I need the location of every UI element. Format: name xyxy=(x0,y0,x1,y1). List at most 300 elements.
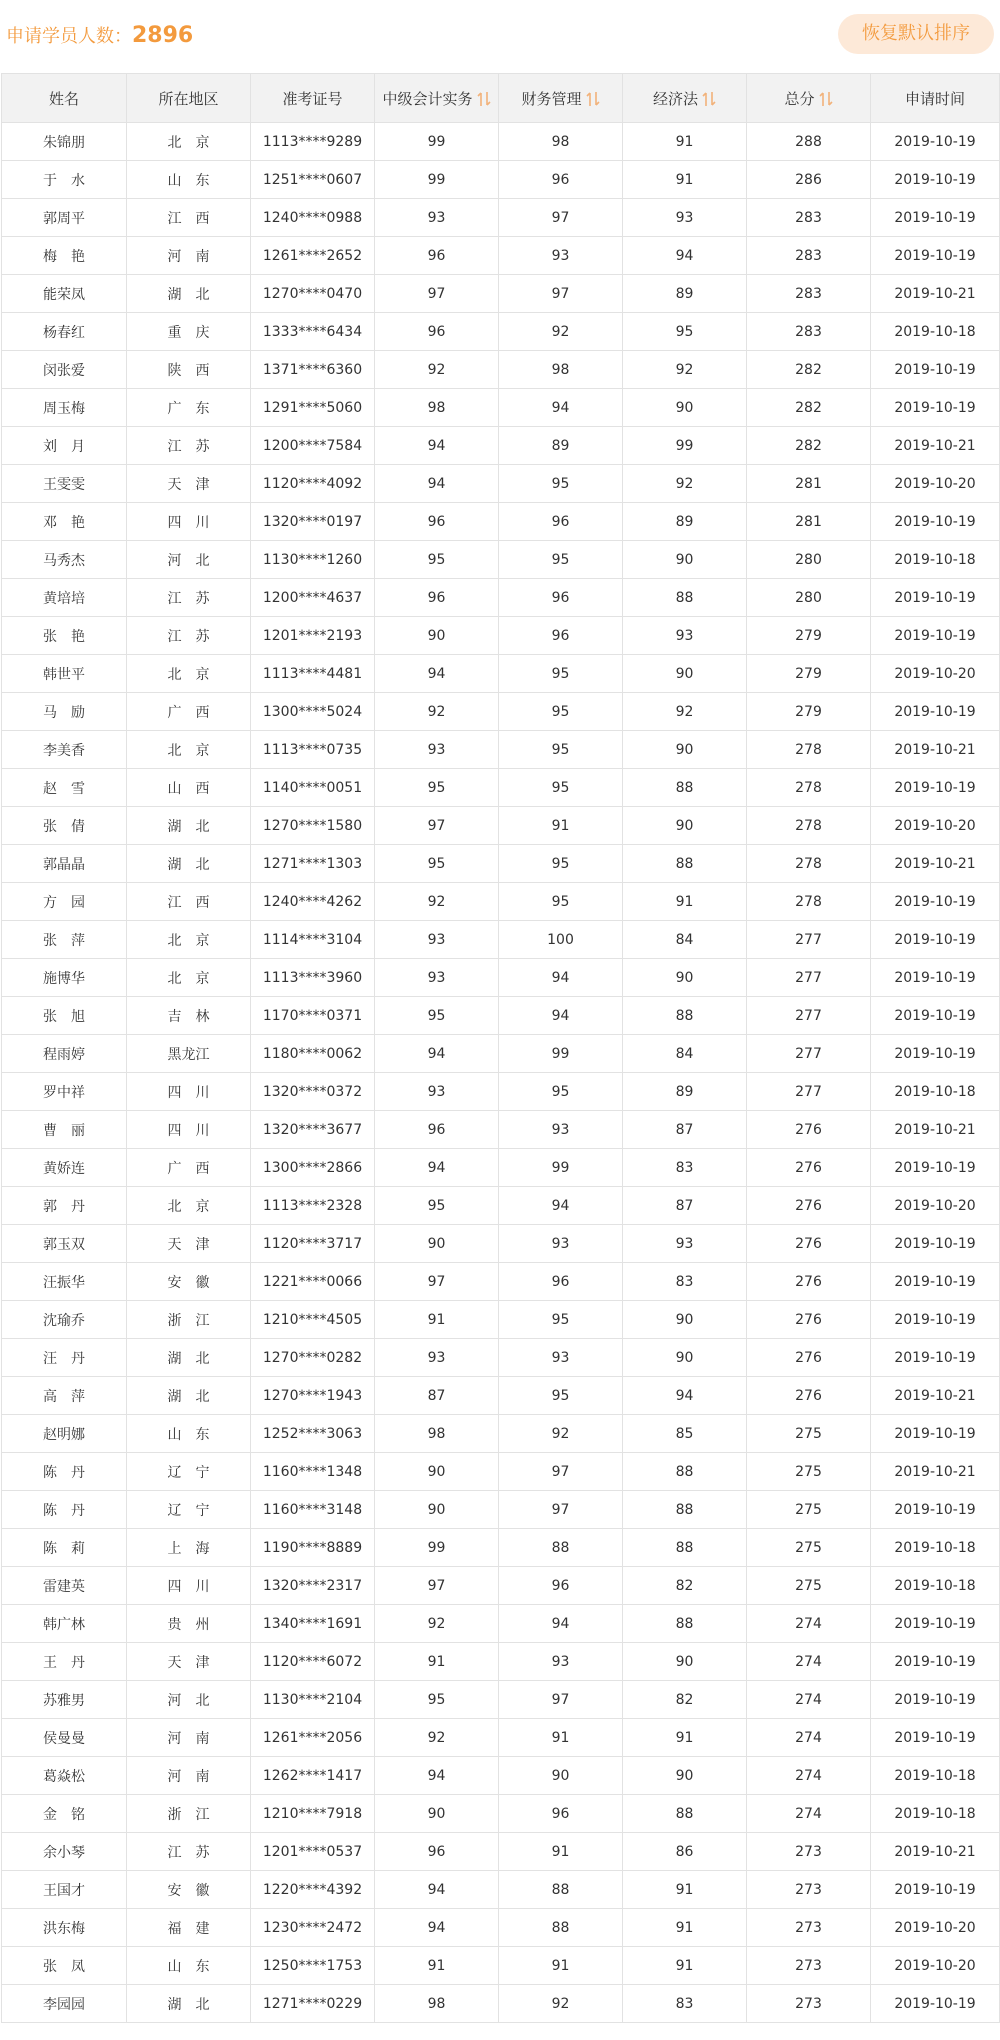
table-row xyxy=(2,1225,1000,1263)
cell-name: 韩世平 xyxy=(2,655,127,693)
cell-accounting: 94 xyxy=(375,655,499,693)
cell-name: 黄娇连 xyxy=(2,1149,127,1187)
cell-accounting: 99 xyxy=(375,123,499,161)
cell-accounting: 97 xyxy=(375,1263,499,1301)
cell-name: 朱锦朋 xyxy=(2,123,127,161)
top-bar xyxy=(0,0,1000,72)
cell-ticket: 1320****2317 xyxy=(251,1567,375,1605)
cell-finance: 94 xyxy=(499,1187,623,1225)
cell-law: 92 xyxy=(623,465,747,503)
cell-finance: 94 xyxy=(499,959,623,997)
cell-law: 87 xyxy=(623,1187,747,1225)
column-header-name xyxy=(2,74,127,123)
table-row xyxy=(2,769,1000,807)
cell-name: 李园园 xyxy=(2,1985,127,2023)
cell-date: 2019-10-19 xyxy=(871,1149,1000,1187)
cell-name: 汪振华 xyxy=(2,1263,127,1301)
cell-finance: 93 xyxy=(499,1111,623,1149)
cell-region: 天 津 xyxy=(127,465,251,503)
cell-finance: 100 xyxy=(499,921,623,959)
column-header-label: 总分 xyxy=(784,89,815,108)
column-header-law[interactable] xyxy=(623,74,747,123)
cell-region: 天 津 xyxy=(127,1643,251,1681)
cell-region: 广 东 xyxy=(127,389,251,427)
cell-name: 张 萍 xyxy=(2,921,127,959)
cell-date: 2019-10-18 xyxy=(871,541,1000,579)
cell-total: 286 xyxy=(747,161,871,199)
cell-date: 2019-10-19 xyxy=(871,617,1000,655)
cell-finance: 98 xyxy=(499,123,623,161)
cell-total: 283 xyxy=(747,237,871,275)
cell-total: 273 xyxy=(747,1871,871,1909)
cell-total: 288 xyxy=(747,123,871,161)
table-row xyxy=(2,1035,1000,1073)
cell-law: 90 xyxy=(623,655,747,693)
cell-date: 2019-10-19 xyxy=(871,579,1000,617)
cell-law: 93 xyxy=(623,617,747,655)
cell-law: 91 xyxy=(623,1909,747,1947)
cell-law: 87 xyxy=(623,1111,747,1149)
cell-finance: 97 xyxy=(499,1453,623,1491)
cell-region: 重 庆 xyxy=(127,313,251,351)
cell-date: 2019-10-19 xyxy=(871,1681,1000,1719)
cell-region: 北 京 xyxy=(127,123,251,161)
cell-law: 88 xyxy=(623,845,747,883)
cell-accounting: 90 xyxy=(375,1795,499,1833)
sort-up-down-icon[interactable] xyxy=(586,91,600,107)
cell-law: 95 xyxy=(623,313,747,351)
cell-name: 侯曼曼 xyxy=(2,1719,127,1757)
cell-name: 王 丹 xyxy=(2,1643,127,1681)
cell-accounting: 93 xyxy=(375,1073,499,1111)
cell-region: 四 川 xyxy=(127,1073,251,1111)
cell-ticket: 1270****0470 xyxy=(251,275,375,313)
cell-accounting: 91 xyxy=(375,1947,499,1985)
cell-ticket: 1271****1303 xyxy=(251,845,375,883)
cell-ticket: 1113****9289 xyxy=(251,123,375,161)
sort-up-down-icon[interactable] xyxy=(819,91,833,107)
cell-law: 90 xyxy=(623,389,747,427)
cell-date: 2019-10-19 xyxy=(871,1643,1000,1681)
table-row xyxy=(2,1643,1000,1681)
table-row xyxy=(2,199,1000,237)
cell-region: 山 东 xyxy=(127,1415,251,1453)
column-header-total[interactable] xyxy=(747,74,871,123)
cell-region: 湖 北 xyxy=(127,1377,251,1415)
cell-name: 陈 丹 xyxy=(2,1491,127,1529)
cell-ticket: 1190****8889 xyxy=(251,1529,375,1567)
cell-name: 王雯雯 xyxy=(2,465,127,503)
cell-ticket: 1160****1348 xyxy=(251,1453,375,1491)
table-row xyxy=(2,541,1000,579)
reset-default-sort-button[interactable]: 恢复默认排序 xyxy=(838,14,994,54)
cell-date: 2019-10-21 xyxy=(871,731,1000,769)
cell-finance: 95 xyxy=(499,769,623,807)
cell-ticket: 1250****1753 xyxy=(251,1947,375,1985)
cell-total: 275 xyxy=(747,1453,871,1491)
cell-accounting: 94 xyxy=(375,1035,499,1073)
cell-finance: 94 xyxy=(499,389,623,427)
cell-finance: 92 xyxy=(499,1985,623,2023)
cell-region: 江 苏 xyxy=(127,427,251,465)
cell-date: 2019-10-19 xyxy=(871,123,1000,161)
table-row xyxy=(2,1377,1000,1415)
cell-accounting: 92 xyxy=(375,693,499,731)
cell-accounting: 95 xyxy=(375,541,499,579)
cell-finance: 99 xyxy=(499,1035,623,1073)
cell-region: 湖 北 xyxy=(127,275,251,313)
cell-total: 278 xyxy=(747,731,871,769)
cell-ticket: 1261****2652 xyxy=(251,237,375,275)
cell-finance: 94 xyxy=(499,997,623,1035)
cell-total: 276 xyxy=(747,1111,871,1149)
cell-date: 2019-10-19 xyxy=(871,1605,1000,1643)
cell-region: 河 南 xyxy=(127,237,251,275)
sort-up-down-icon[interactable] xyxy=(477,91,491,107)
cell-ticket: 1170****0371 xyxy=(251,997,375,1035)
cell-finance: 95 xyxy=(499,693,623,731)
cell-total: 282 xyxy=(747,389,871,427)
cell-law: 91 xyxy=(623,1719,747,1757)
cell-ticket: 1271****0229 xyxy=(251,1985,375,2023)
applicant-label-text: 申请学员人数： xyxy=(6,26,132,47)
cell-ticket: 1291****5060 xyxy=(251,389,375,427)
cell-region: 四 川 xyxy=(127,503,251,541)
cell-accounting: 97 xyxy=(375,807,499,845)
cell-law: 84 xyxy=(623,1035,747,1073)
cell-ticket: 1210****7918 xyxy=(251,1795,375,1833)
cell-law: 90 xyxy=(623,1757,747,1795)
table-row xyxy=(2,1871,1000,1909)
cell-total: 276 xyxy=(747,1301,871,1339)
column-header-label: 准考证号 xyxy=(282,89,343,108)
cell-law: 88 xyxy=(623,1795,747,1833)
cell-accounting: 98 xyxy=(375,389,499,427)
cell-law: 94 xyxy=(623,1377,747,1415)
column-header-date xyxy=(871,74,1000,123)
table-row xyxy=(2,465,1000,503)
column-header-finance[interactable] xyxy=(499,74,623,123)
cell-finance: 92 xyxy=(499,313,623,351)
table-row xyxy=(2,921,1000,959)
cell-total: 283 xyxy=(747,199,871,237)
cell-law: 90 xyxy=(623,1339,747,1377)
cell-total: 280 xyxy=(747,579,871,617)
cell-region: 江 苏 xyxy=(127,1833,251,1871)
cell-ticket: 1230****2472 xyxy=(251,1909,375,1947)
cell-name: 郭周平 xyxy=(2,199,127,237)
table-row xyxy=(2,731,1000,769)
cell-accounting: 93 xyxy=(375,921,499,959)
sort-up-down-icon[interactable] xyxy=(702,91,716,107)
cell-ticket: 1252****3063 xyxy=(251,1415,375,1453)
table-row xyxy=(2,1567,1000,1605)
table-row xyxy=(2,579,1000,617)
cell-law: 89 xyxy=(623,503,747,541)
cell-ticket: 1251****0607 xyxy=(251,161,375,199)
cell-accounting: 90 xyxy=(375,1225,499,1263)
cell-name: 梅 艳 xyxy=(2,237,127,275)
cell-ticket: 1180****0062 xyxy=(251,1035,375,1073)
column-header-label: 姓名 xyxy=(48,89,79,108)
cell-date: 2019-10-19 xyxy=(871,1415,1000,1453)
cell-name: 能荣凤 xyxy=(2,275,127,313)
cell-finance: 97 xyxy=(499,199,623,237)
cell-total: 274 xyxy=(747,1605,871,1643)
cell-accounting: 96 xyxy=(375,503,499,541)
cell-law: 83 xyxy=(623,1263,747,1301)
cell-date: 2019-10-19 xyxy=(871,237,1000,275)
cell-accounting: 98 xyxy=(375,1985,499,2023)
cell-date: 2019-10-20 xyxy=(871,807,1000,845)
cell-law: 90 xyxy=(623,541,747,579)
cell-ticket: 1113****3960 xyxy=(251,959,375,997)
cell-total: 273 xyxy=(747,1985,871,2023)
cell-name: 陈 丹 xyxy=(2,1453,127,1491)
cell-region: 湖 北 xyxy=(127,845,251,883)
cell-finance: 90 xyxy=(499,1757,623,1795)
cell-date: 2019-10-20 xyxy=(871,465,1000,503)
cell-law: 84 xyxy=(623,921,747,959)
cell-total: 277 xyxy=(747,921,871,959)
cell-accounting: 87 xyxy=(375,1377,499,1415)
cell-ticket: 1113****0735 xyxy=(251,731,375,769)
cell-region: 北 京 xyxy=(127,1187,251,1225)
cell-law: 89 xyxy=(623,1073,747,1111)
cell-region: 四 川 xyxy=(127,1567,251,1605)
cell-finance: 95 xyxy=(499,731,623,769)
cell-accounting: 91 xyxy=(375,1643,499,1681)
cell-date: 2019-10-20 xyxy=(871,1909,1000,1947)
cell-region: 江 西 xyxy=(127,199,251,237)
cell-region: 辽 宁 xyxy=(127,1453,251,1491)
cell-total: 276 xyxy=(747,1149,871,1187)
cell-finance: 95 xyxy=(499,1377,623,1415)
cell-name: 周玉梅 xyxy=(2,389,127,427)
cell-accounting: 97 xyxy=(375,275,499,313)
cell-name: 雷建英 xyxy=(2,1567,127,1605)
cell-date: 2019-10-20 xyxy=(871,655,1000,693)
applicant-count-value: 2896 xyxy=(132,23,194,48)
cell-accounting: 94 xyxy=(375,1757,499,1795)
cell-total: 282 xyxy=(747,427,871,465)
cell-region: 山 西 xyxy=(127,769,251,807)
table-row xyxy=(2,617,1000,655)
table-row xyxy=(2,1263,1000,1301)
table-row xyxy=(2,1301,1000,1339)
cell-total: 278 xyxy=(747,883,871,921)
cell-law: 90 xyxy=(623,959,747,997)
cell-date: 2019-10-19 xyxy=(871,921,1000,959)
ranking-table xyxy=(1,73,1000,2023)
cell-accounting: 94 xyxy=(375,427,499,465)
cell-region: 吉 林 xyxy=(127,997,251,1035)
cell-finance: 96 xyxy=(499,1795,623,1833)
cell-law: 93 xyxy=(623,199,747,237)
cell-name: 郭 丹 xyxy=(2,1187,127,1225)
cell-accounting: 96 xyxy=(375,237,499,275)
cell-date: 2019-10-19 xyxy=(871,1871,1000,1909)
table-row xyxy=(2,959,1000,997)
cell-name: 邓 艳 xyxy=(2,503,127,541)
cell-date: 2019-10-21 xyxy=(871,1111,1000,1149)
cell-total: 277 xyxy=(747,959,871,997)
cell-date: 2019-10-19 xyxy=(871,161,1000,199)
column-header-label: 所在地区 xyxy=(158,89,219,108)
cell-finance: 95 xyxy=(499,1301,623,1339)
cell-total: 280 xyxy=(747,541,871,579)
cell-ticket: 1270****1943 xyxy=(251,1377,375,1415)
cell-region: 上 海 xyxy=(127,1529,251,1567)
cell-law: 88 xyxy=(623,1491,747,1529)
column-header-label: 中级会计实务 xyxy=(382,89,473,108)
cell-ticket: 1114****3104 xyxy=(251,921,375,959)
cell-name: 韩广林 xyxy=(2,1605,127,1643)
table-row xyxy=(2,313,1000,351)
cell-total: 276 xyxy=(747,1263,871,1301)
cell-finance: 93 xyxy=(499,1225,623,1263)
table-row xyxy=(2,1339,1000,1377)
cell-total: 273 xyxy=(747,1833,871,1871)
cell-region: 浙 江 xyxy=(127,1301,251,1339)
table-row xyxy=(2,1529,1000,1567)
table-row xyxy=(2,351,1000,389)
cell-ticket: 1113****2328 xyxy=(251,1187,375,1225)
cell-ticket: 1262****1417 xyxy=(251,1757,375,1795)
cell-law: 90 xyxy=(623,807,747,845)
cell-accounting: 92 xyxy=(375,351,499,389)
cell-law: 91 xyxy=(623,883,747,921)
cell-accounting: 92 xyxy=(375,1719,499,1757)
cell-total: 277 xyxy=(747,1073,871,1111)
cell-total: 283 xyxy=(747,313,871,351)
cell-total: 281 xyxy=(747,503,871,541)
column-header-label: 财务管理 xyxy=(521,89,582,108)
cell-finance: 95 xyxy=(499,883,623,921)
cell-ticket: 1113****4481 xyxy=(251,655,375,693)
table-row xyxy=(2,123,1000,161)
table-row xyxy=(2,1187,1000,1225)
column-header-label: 经济法 xyxy=(652,89,698,108)
table-row xyxy=(2,1795,1000,1833)
cell-date: 2019-10-19 xyxy=(871,1035,1000,1073)
cell-total: 274 xyxy=(747,1795,871,1833)
cell-name: 马 励 xyxy=(2,693,127,731)
cell-accounting: 92 xyxy=(375,883,499,921)
cell-name: 张 艳 xyxy=(2,617,127,655)
cell-region: 北 京 xyxy=(127,959,251,997)
cell-finance: 95 xyxy=(499,465,623,503)
cell-ticket: 1300****5024 xyxy=(251,693,375,731)
table-row xyxy=(2,1909,1000,1947)
cell-total: 273 xyxy=(747,1947,871,1985)
cell-region: 黑龙江 xyxy=(127,1035,251,1073)
cell-date: 2019-10-19 xyxy=(871,1301,1000,1339)
cell-region: 福 建 xyxy=(127,1909,251,1947)
cell-ticket: 1261****2056 xyxy=(251,1719,375,1757)
cell-accounting: 95 xyxy=(375,845,499,883)
cell-law: 90 xyxy=(623,731,747,769)
table-row xyxy=(2,1947,1000,1985)
table-row xyxy=(2,389,1000,427)
cell-name: 刘 月 xyxy=(2,427,127,465)
cell-finance: 96 xyxy=(499,579,623,617)
cell-date: 2019-10-19 xyxy=(871,997,1000,1035)
cell-region: 山 东 xyxy=(127,161,251,199)
cell-accounting: 99 xyxy=(375,1529,499,1567)
cell-accounting: 94 xyxy=(375,1909,499,1947)
cell-accounting: 96 xyxy=(375,1111,499,1149)
table-row xyxy=(2,1605,1000,1643)
cell-date: 2019-10-19 xyxy=(871,199,1000,237)
cell-finance: 91 xyxy=(499,807,623,845)
cell-region: 山 东 xyxy=(127,1947,251,1985)
table-row xyxy=(2,275,1000,313)
cell-date: 2019-10-18 xyxy=(871,313,1000,351)
cell-date: 2019-10-21 xyxy=(871,1377,1000,1415)
cell-region: 湖 北 xyxy=(127,1339,251,1377)
cell-ticket: 1130****2104 xyxy=(251,1681,375,1719)
cell-date: 2019-10-19 xyxy=(871,503,1000,541)
cell-ticket: 1220****4392 xyxy=(251,1871,375,1909)
cell-accounting: 95 xyxy=(375,1187,499,1225)
cell-date: 2019-10-19 xyxy=(871,693,1000,731)
cell-finance: 94 xyxy=(499,1605,623,1643)
cell-region: 辽 宁 xyxy=(127,1491,251,1529)
cell-law: 88 xyxy=(623,769,747,807)
cell-name: 曹 丽 xyxy=(2,1111,127,1149)
cell-accounting: 96 xyxy=(375,579,499,617)
cell-date: 2019-10-19 xyxy=(871,959,1000,997)
cell-total: 274 xyxy=(747,1719,871,1757)
cell-law: 88 xyxy=(623,1605,747,1643)
cell-law: 83 xyxy=(623,1985,747,2023)
cell-total: 276 xyxy=(747,1339,871,1377)
cell-date: 2019-10-18 xyxy=(871,1073,1000,1111)
cell-date: 2019-10-19 xyxy=(871,389,1000,427)
cell-law: 90 xyxy=(623,1643,747,1681)
cell-finance: 97 xyxy=(499,1681,623,1719)
cell-law: 88 xyxy=(623,997,747,1035)
cell-accounting: 90 xyxy=(375,1453,499,1491)
table-row xyxy=(2,1985,1000,2023)
cell-region: 江 西 xyxy=(127,883,251,921)
cell-law: 93 xyxy=(623,1225,747,1263)
table-row xyxy=(2,693,1000,731)
cell-date: 2019-10-20 xyxy=(871,1187,1000,1225)
cell-accounting: 95 xyxy=(375,1681,499,1719)
table-row xyxy=(2,1453,1000,1491)
cell-region: 北 京 xyxy=(127,921,251,959)
table-row xyxy=(2,1719,1000,1757)
cell-finance: 91 xyxy=(499,1947,623,1985)
table-row xyxy=(2,237,1000,275)
cell-finance: 93 xyxy=(499,237,623,275)
cell-finance: 88 xyxy=(499,1529,623,1567)
cell-ticket: 1371****6360 xyxy=(251,351,375,389)
cell-accounting: 93 xyxy=(375,959,499,997)
cell-ticket: 1200****4637 xyxy=(251,579,375,617)
cell-date: 2019-10-18 xyxy=(871,1529,1000,1567)
cell-total: 277 xyxy=(747,1035,871,1073)
cell-finance: 96 xyxy=(499,503,623,541)
cell-finance: 88 xyxy=(499,1909,623,1947)
cell-finance: 91 xyxy=(499,1833,623,1871)
cell-finance: 88 xyxy=(499,1871,623,1909)
cell-law: 86 xyxy=(623,1833,747,1871)
column-header-accounting[interactable] xyxy=(375,74,499,123)
table-row xyxy=(2,1415,1000,1453)
